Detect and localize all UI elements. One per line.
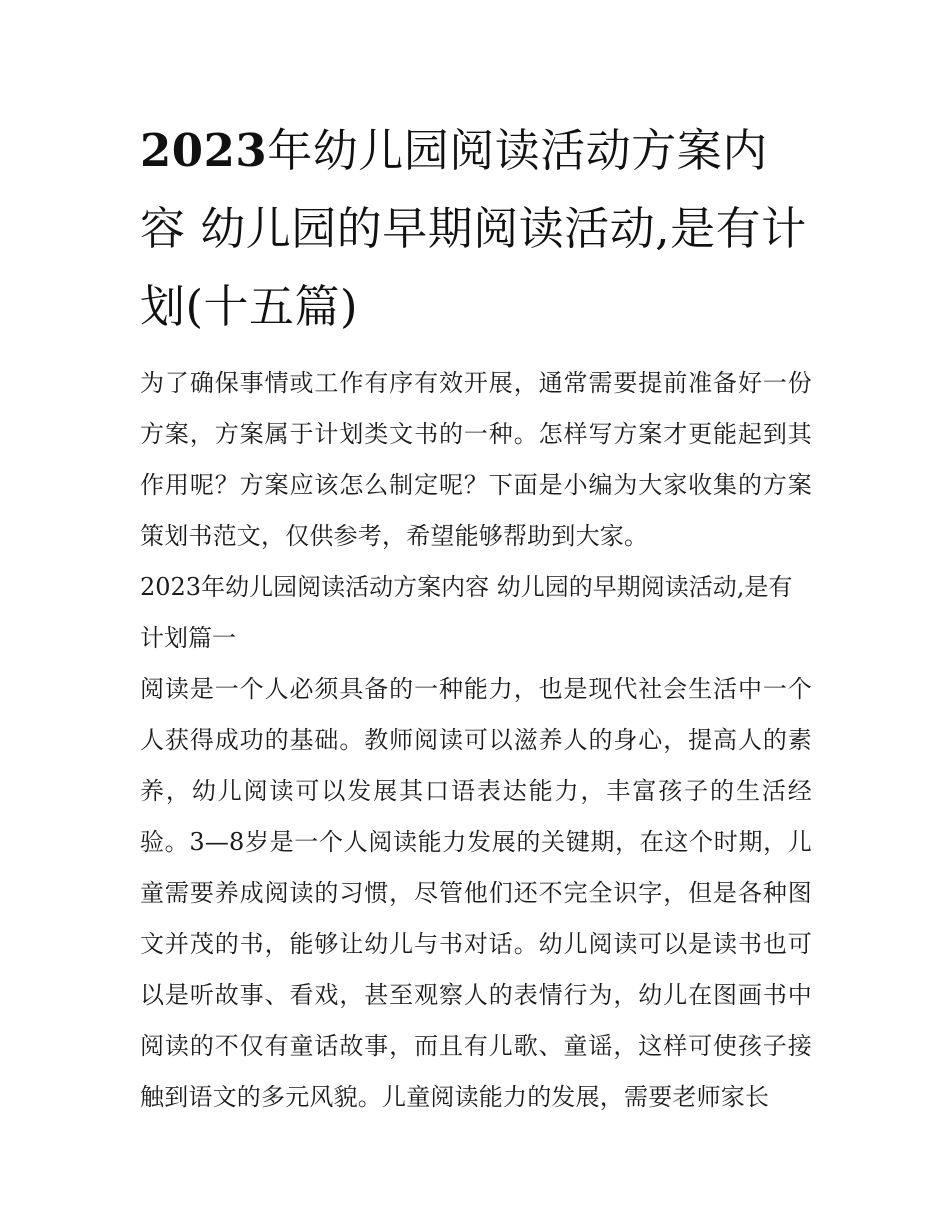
body-paragraph: 阅读是一个人必须具备的一种能力，也是现代社会生活中一个人获得成功的基础。教师阅读可以滋养人的身心，提高人的素养，幼儿阅读可以发展其口语表达能力，丰富孩子的生活经验。3—8岁是一个人阅读能力发展的关键期，在这个时期，儿童需要养成阅读的习惯，尽管他们还不完全识字，但是各种图文并茂的书，能够让幼儿与书对话。幼儿阅读可以是读书也可以是听故事、看戏，甚至观察人的表情行为，幼儿在图画书中阅读的不仅有童话故事，而且有儿歌、童谣，这样可使孩子接触到语文的多元风貌。儿童阅读能力的发展，需要老师家长: [140, 675, 812, 1111]
document-title-text: 年幼儿园阅读活动方案内容 幼儿园的早期阅读活动,是有计划(十五篇): [140, 124, 807, 333]
document-title: [140, 112, 812, 346]
section-heading: 2023年幼儿园阅读活动方案内容 幼儿园的早期阅读活动,是有计划篇一: [140, 573, 793, 652]
document-content: [140, 112, 812, 1123]
intro-paragraph: 为了确保事情或工作有序有效开展，通常需要提前准备好一份方案，方案属于计划类文书的一种。怎样写方案才更能起到其作用呢？方案应该怎么制定呢？下面是小编为大家收集的方案策划书范文，仅供参考，希望能够帮助到大家。: [140, 369, 812, 550]
document-title-year: 2023: [140, 124, 268, 177]
